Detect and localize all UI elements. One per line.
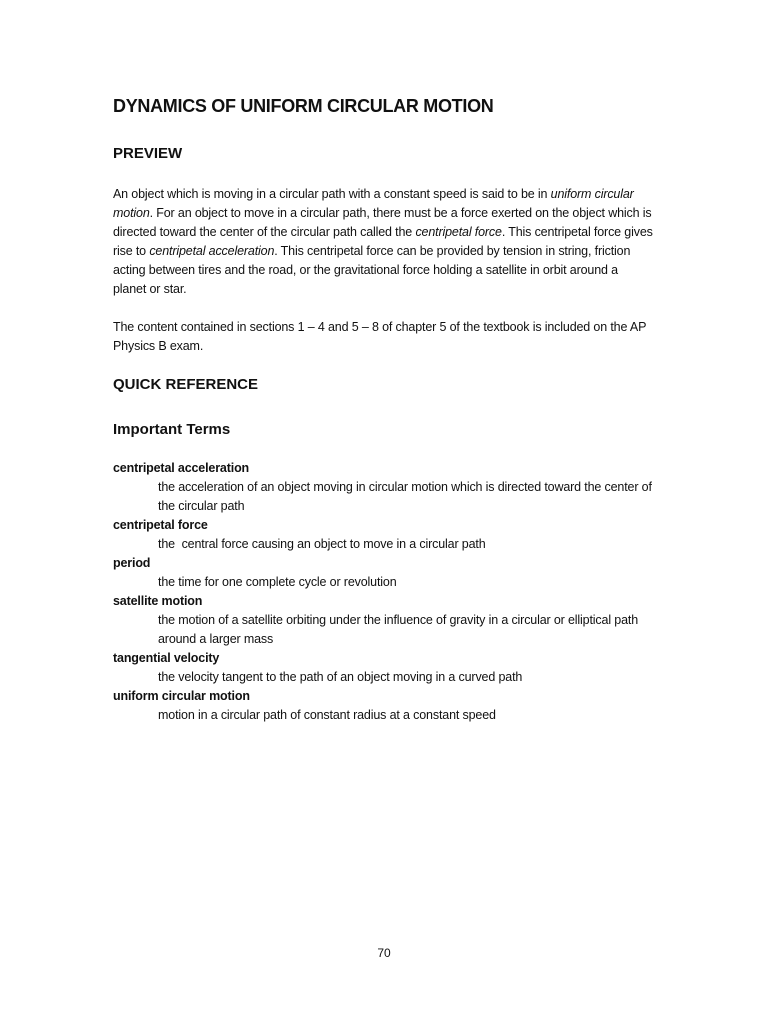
- text-run: . For an object to move in a circular path, there must be a force exerted on the object which is directed toward the center of the circular path called the: [113, 206, 652, 239]
- preview-paragraph-1: [113, 185, 653, 299]
- definition-uniform-circular-motion: motion in a circular path of constant radius at a constant speed: [158, 708, 496, 722]
- definition-period: the time for one complete cycle or revolution: [158, 575, 397, 589]
- definition-centripetal-force: the central force causing an object to move in a circular path: [158, 537, 486, 551]
- definition-tangential-velocity: the velocity tangent to the path of an object moving in a curved path: [158, 670, 523, 684]
- italic-term: centripetal force: [415, 225, 502, 239]
- definition-satellite-motion: the motion of a satellite orbiting under the influence of gravity in a circular or elliptical path around a larger mass: [158, 613, 639, 646]
- italic-term: uniform circular motion: [113, 187, 634, 220]
- term-period: period: [113, 556, 151, 570]
- document-page: [113, 94, 653, 725]
- page-title: DYNAMICS OF UNIFORM CIRCULAR MOTION: [113, 96, 494, 116]
- text-run: . This centripetal force can be provided by tension in string, friction acting between tires and the road, or the gravitational force holding a satellite in orbit around a planet or star.: [113, 244, 631, 296]
- important-terms-heading: Important Terms: [113, 421, 231, 438]
- terms-list: [113, 459, 653, 725]
- term-satellite-motion: satellite motion: [113, 594, 203, 608]
- term-centripetal-force: centripetal force: [113, 518, 208, 532]
- quick-reference-heading: QUICK REFERENCE: [113, 376, 259, 393]
- term-centripetal-acceleration: centripetal acceleration: [113, 461, 250, 475]
- text-run: . This centripetal force gives rise to: [113, 225, 653, 258]
- definition-centripetal-acceleration: the acceleration of an object moving in circular motion which is directed toward the center of the circular path: [158, 480, 652, 513]
- page-number: 70: [377, 946, 391, 960]
- preview-heading: PREVIEW: [113, 145, 183, 162]
- term-tangential-velocity: tangential velocity: [113, 651, 220, 665]
- italic-term: centripetal acceleration: [149, 244, 275, 258]
- term-uniform-circular-motion: uniform circular motion: [113, 689, 250, 703]
- text-run: An object which is moving in a circular path with a constant speed is said to be in: [113, 187, 551, 201]
- preview-paragraph-2: The content contained in sections 1 – 4 and 5 – 8 of chapter 5 of the textbook is included on the AP Physics B exam.: [113, 320, 647, 353]
